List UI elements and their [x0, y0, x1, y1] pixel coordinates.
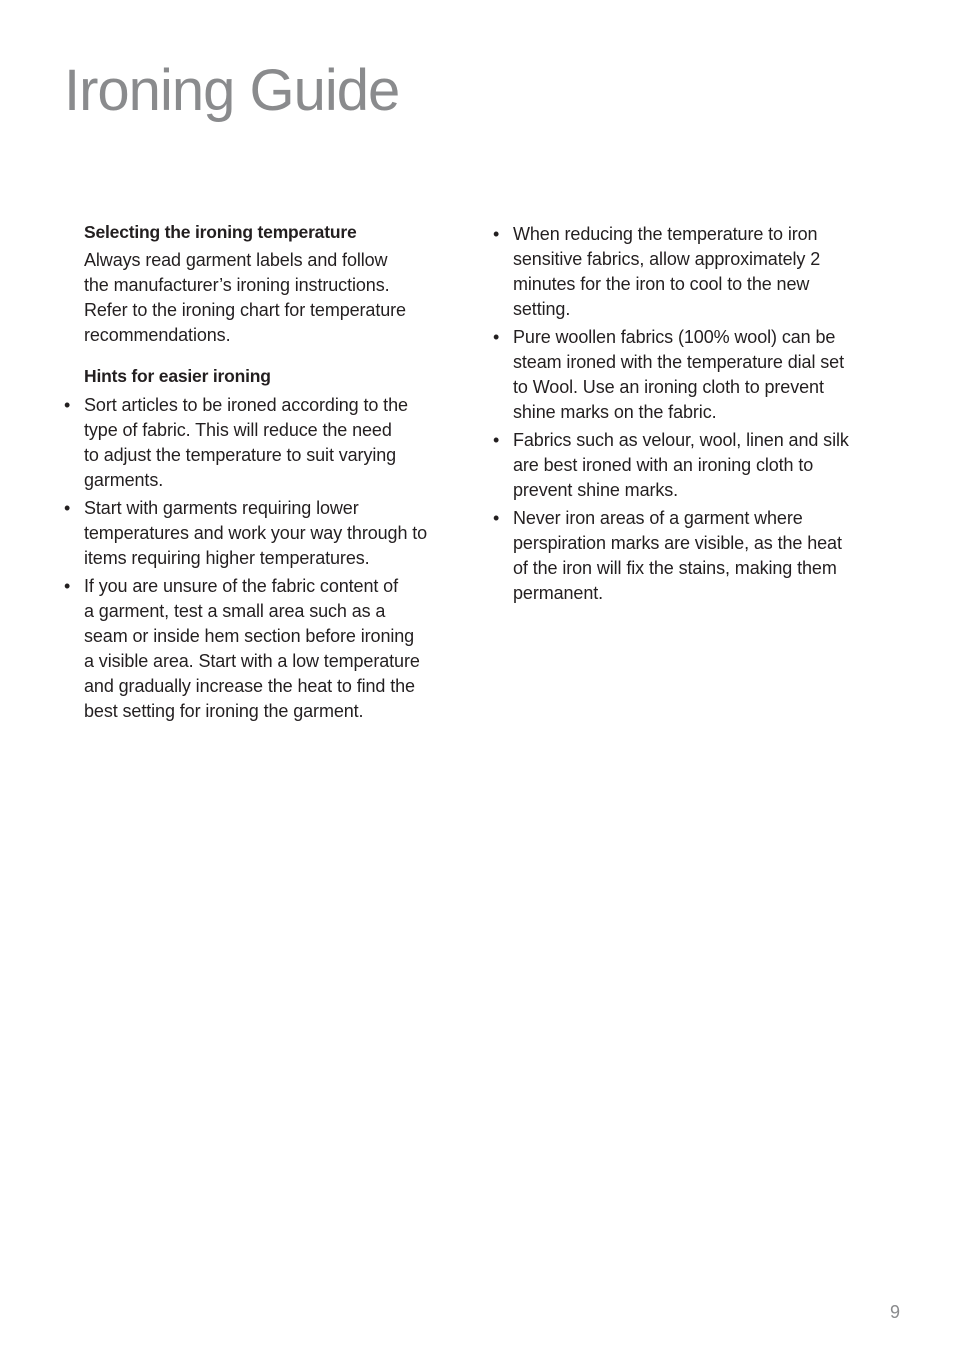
- text-line: shine marks on the fabric.: [513, 402, 717, 422]
- list-item: [64, 393, 464, 493]
- bullet-icon: •: [493, 224, 500, 244]
- list-item: [64, 574, 464, 724]
- text-line: prevent shine marks.: [513, 480, 679, 500]
- text-line: sensitive fabrics, allow approximately 2: [513, 249, 821, 269]
- text-line: are best ironed with an ironing cloth to: [513, 455, 814, 475]
- left-column: [64, 220, 464, 727]
- text-line: to Wool. Use an ironing cloth to prevent: [513, 377, 824, 397]
- section-heading-hints: Hints for easier ironing: [84, 366, 271, 386]
- text-line: Pure woollen fabrics (100% wool) can be: [513, 327, 836, 347]
- text-line: the manufacturer’s ironing instructions.: [84, 275, 390, 295]
- text-line: recommendations.: [84, 325, 231, 345]
- bullet-icon: •: [64, 395, 71, 415]
- bullet-icon: •: [493, 430, 500, 450]
- text-line: best setting for ironing the garment.: [84, 701, 364, 721]
- text-line: garments.: [84, 470, 164, 490]
- list-item: [493, 325, 893, 425]
- text-line: Start with garments requiring lower: [84, 498, 359, 518]
- right-column: [493, 220, 893, 609]
- text-line: temperatures and work your way through to: [84, 523, 428, 543]
- text-line: If you are unsure of the fabric content of: [84, 576, 398, 596]
- page-title: Ironing Guide: [64, 58, 400, 123]
- text-line: Always read garment labels and follow: [84, 250, 388, 270]
- text-line: a garment, test a small area such as a: [84, 601, 386, 621]
- list-item: [493, 506, 893, 606]
- text-line: Sort articles to be ironed according to the: [84, 395, 408, 415]
- tips-list: [493, 222, 893, 606]
- text-line: Never iron areas of a garment where: [513, 508, 803, 528]
- text-line: of the iron will fix the stains, making them: [513, 558, 837, 578]
- text-line: permanent.: [513, 583, 604, 603]
- section-heading-temperature: Selecting the ironing temperature: [84, 222, 357, 242]
- temperature-paragraph: [84, 248, 464, 348]
- bullet-icon: •: [64, 498, 71, 518]
- list-item: [493, 428, 893, 503]
- text-line: seam or inside hem section before ironing: [84, 626, 415, 646]
- hints-list: [64, 393, 464, 724]
- text-line: Fabrics such as velour, wool, linen and silk: [513, 430, 849, 450]
- section-spacer: [84, 348, 464, 364]
- list-item: [64, 496, 464, 571]
- text-line: When reducing the temperature to iron: [513, 224, 818, 244]
- text-line: perspiration marks are visible, as the heat: [513, 533, 842, 553]
- text-line: setting.: [513, 299, 571, 319]
- text-line: steam ironed with the temperature dial set: [513, 352, 844, 372]
- text-line: type of fabric. This will reduce the need: [84, 420, 392, 440]
- text-line: a visible area. Start with a low temperature: [84, 651, 420, 671]
- bullet-icon: •: [493, 508, 500, 528]
- text-line: to adjust the temperature to suit varying: [84, 445, 397, 465]
- text-line: Refer to the ironing chart for temperature: [84, 300, 406, 320]
- page-number: 9: [889, 1302, 900, 1322]
- bullet-icon: •: [64, 576, 71, 596]
- text-line: and gradually increase the heat to find the: [84, 676, 415, 696]
- text-line: items requiring higher temperatures.: [84, 548, 370, 568]
- bullet-icon: •: [493, 327, 500, 347]
- list-item: [493, 222, 893, 322]
- text-line: minutes for the iron to cool to the new: [513, 274, 810, 294]
